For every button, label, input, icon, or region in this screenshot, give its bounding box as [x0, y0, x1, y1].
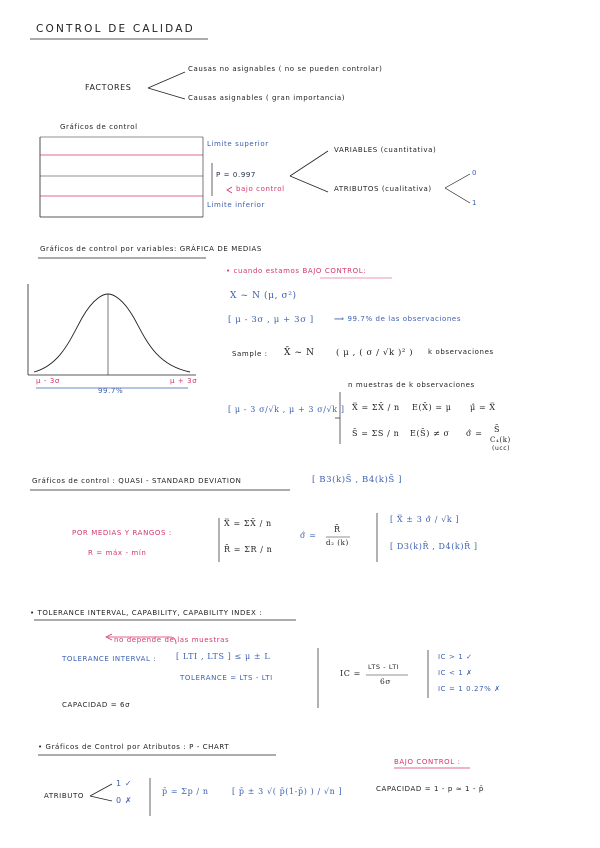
- range-def: R = máx - mín: [88, 549, 147, 557]
- s-bar-formula: S̄ = ΣS / n: [352, 429, 400, 438]
- factor-asignables: Causas asignables ( gran importancia): [188, 94, 346, 102]
- lower-limit-label: Limite inferior: [207, 201, 266, 209]
- sample-dist: X̄ ~ N: [284, 348, 315, 358]
- pchart-heading: • Gráficos de Control por Atributos : P - CHART: [38, 743, 230, 751]
- upper-limit-label: Limite superior: [207, 140, 269, 148]
- tolerance-heading: • TOLERANCE INTERVAL, CAPABILITY, CAPABILITY INDEX :: [30, 609, 263, 617]
- attributes-label: ATRIBUTOS (cualitativa): [334, 185, 432, 193]
- pchart-limits: [ p̄ ± 3 √( p̄(1-p̄) ) / √n ]: [232, 787, 343, 796]
- xbarbar-formula: X̿ = ΣX̄ / n: [352, 403, 400, 412]
- tolerance-def: TOLERANCE = LTS - LTI: [180, 674, 273, 682]
- arrow-no-asignables: [148, 72, 185, 88]
- curve-left-label: μ - 3σ: [36, 377, 60, 385]
- attr-one: 1: [472, 199, 478, 207]
- under-control-arrow: [227, 187, 232, 193]
- ic-case-2: IC < 1 ✗: [438, 669, 473, 677]
- quasi-sigma-den: d₂ (k): [326, 539, 349, 547]
- arrow-attr-0: [445, 174, 470, 188]
- tolerance-note: no depende de las muestras: [114, 636, 230, 644]
- attribute-label: ATRIBUTO: [44, 792, 84, 800]
- arrow-attr-1: [445, 188, 470, 203]
- attr-zero: 0: [472, 169, 478, 177]
- quasi-limit-2: [ D3(k)R̄ , D4(k)R̄ ]: [390, 542, 478, 551]
- curve-right-label: μ + 3σ: [170, 377, 198, 385]
- arrow-asignables: [148, 88, 185, 99]
- quasi-limits: [ B3(k)S̄ , B4(k)S̄ ]: [312, 475, 403, 485]
- arrow-variables: [290, 151, 328, 176]
- e-xbar-formula: E(X̄) = μ: [412, 403, 452, 412]
- factor-no-asignables: Causas no asignables ( no se pueden controlar): [188, 65, 383, 73]
- arrow-attr-0-pchart: [90, 796, 112, 801]
- tolerance-interval-value: [ LTI , LTS ] ≤ μ ± L: [176, 652, 271, 661]
- sigma-hat-den: C₄(k): [490, 436, 511, 444]
- dist-formula: X ~ N (μ, σ²): [230, 291, 297, 301]
- arrow-attr-1-pchart: [90, 784, 112, 796]
- pchart-under-control: BAJO CONTROL :: [394, 758, 461, 766]
- attr-opt-0: 0 ✗: [116, 796, 133, 805]
- sigma-hat-num: S̄: [494, 425, 501, 434]
- sample-params: ( μ , ( σ / √k )² ): [336, 348, 414, 358]
- factors-label: FACTORES: [85, 83, 132, 92]
- curve-percent-label: 99.7%: [98, 387, 124, 395]
- sigma-hat-lhs: σ̂ =: [466, 429, 483, 438]
- quasi-sigma-num: R̄: [334, 525, 341, 534]
- control-charts-heading: Gráficos de control: [60, 123, 138, 131]
- sample-label: Sample :: [232, 350, 268, 358]
- quasi-rbar: R̄ = ΣR / n: [224, 545, 273, 554]
- arrow-attributes: [290, 176, 328, 192]
- quasi-limit-1: [ X̿ ± 3 σ̂ / √k ]: [390, 515, 460, 524]
- ic-case-1: IC > 1 ✓: [438, 653, 473, 661]
- means-heading: Gráficos de control por variables: GRÁFICA DE MEDIAS: [40, 245, 262, 253]
- pchart-capacity: CAPACIDAD = 1 - p ≈ 1 - p̄: [376, 785, 484, 793]
- interval-formula: [ μ - 3σ , μ + 3σ ]: [228, 315, 314, 325]
- n-samples-note: n muestras de k observaciones: [348, 381, 475, 389]
- under-control-note: • cuando estamos BAJO CONTROL:: [226, 267, 367, 275]
- ci-formula: [ μ - 3 σ/√k , μ + 3 σ/√k ]: [228, 405, 345, 414]
- ic-den: 6σ: [380, 677, 392, 686]
- ic-lhs: IC =: [340, 669, 361, 678]
- pbar-formula: p̄ = Σp / n: [162, 787, 209, 796]
- ic-case-3: IC = 1 0.27% ✗: [438, 685, 501, 693]
- sigma-hat-note: (ucc): [492, 445, 511, 452]
- quasi-xbarbar: X̿ = ΣX̄ / n: [224, 519, 272, 528]
- capacity-def: CAPACIDAD = 6σ: [62, 701, 131, 709]
- under-control-label: bajo control: [236, 185, 285, 193]
- interval-note: ⟹ 99.7% de las observaciones: [334, 315, 462, 323]
- variables-label: VARIABLES (cuantitativa): [334, 146, 437, 154]
- quasi-heading: Gráficos de control : QUASI - STANDARD DEVIATION: [32, 477, 242, 485]
- ranges-label: POR MEDIAS Y RANGOS :: [72, 529, 172, 537]
- ic-num: LTS - LTI: [368, 663, 400, 671]
- mu-hat-formula: μ̂ = X̿: [470, 403, 496, 412]
- e-s-formula: E(S̄) ≠ σ: [410, 429, 450, 438]
- tolerance-interval-label: TOLERANCE INTERVAL :: [62, 655, 157, 663]
- attr-opt-1: 1 ✓: [116, 779, 133, 788]
- probability-label: P = 0.997: [216, 171, 256, 179]
- bell-curve: [34, 294, 190, 372]
- quasi-sigma-lhs: σ̂ =: [300, 531, 317, 540]
- page-title: CONTROL DE CALIDAD: [36, 23, 195, 35]
- k-observations: k observaciones: [428, 348, 494, 356]
